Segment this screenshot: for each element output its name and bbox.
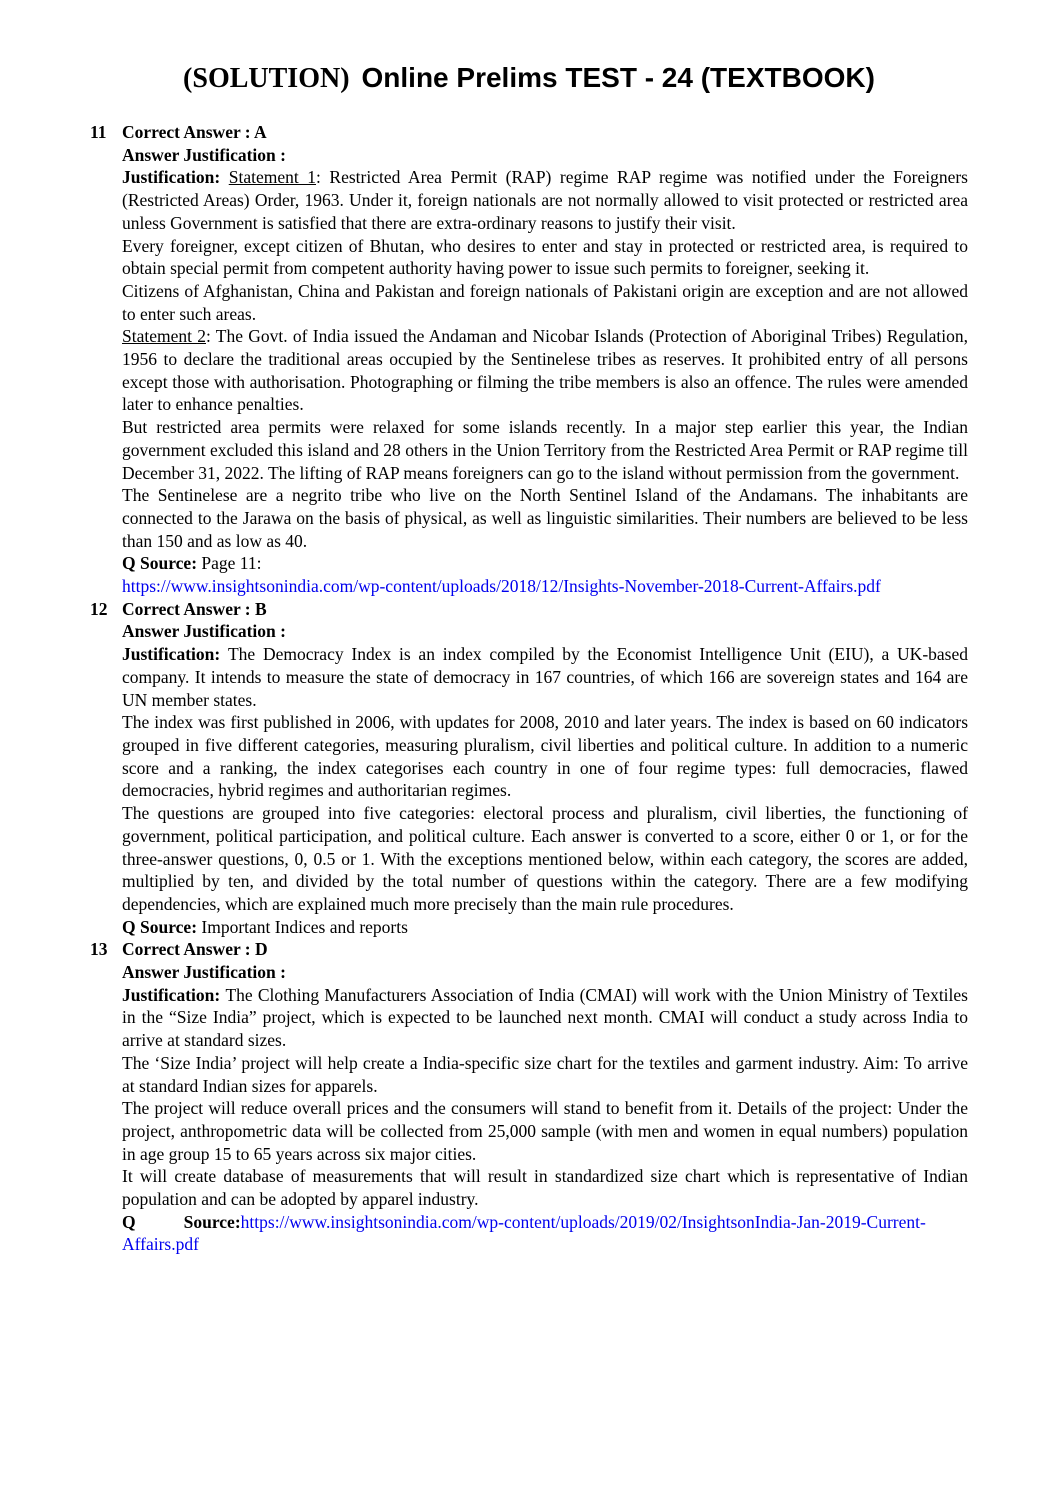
- justification-paragraph: [122, 802, 968, 916]
- text-run: Statement 2: [122, 326, 206, 347]
- justification-paragraph: [122, 711, 968, 802]
- justification-paragraph: [122, 1165, 968, 1210]
- text-run: Justification:: [122, 644, 228, 665]
- question-number: 13: [90, 939, 108, 960]
- text-run: The Sentinelese are a negrito tribe who live on the North Sentinel Island of the Andamans. The inhabitants are connected to the Jarawa on the basis of physical, as well as linguistic similarities. Their numbers are believed to be less than 150 and as low as 40.: [122, 485, 968, 551]
- justification-paragraph: [122, 325, 968, 416]
- justification-paragraph: [122, 416, 968, 484]
- question-solution-item: [90, 598, 968, 939]
- question-solution-item: [90, 121, 968, 598]
- answer-justification-heading: Answer Justification :: [122, 144, 286, 165]
- source-link[interactable]: https://www.insightsonindia.com/wp-content/uploads/2019/02/InsightsonIndia-Jan-2019-Current-Affairs.pdf: [122, 1211, 926, 1255]
- justification-paragraph: [122, 166, 968, 234]
- justification-paragraph: [122, 552, 968, 575]
- text-run: Justification:: [122, 167, 229, 188]
- text-run: The project will reduce overall prices and the consumers will stand to benefit from it. Details of the project: Under the project, anthropometric data will be collected from 25,000 sample (with men and women in equal numbers) population in age group 15 to 65 years across six major cities.: [122, 1098, 968, 1164]
- text-run: The Clothing Manufacturers Association of India (CMAI) will work with the Union Ministry of Textiles in the “Size India” project, which is expected to be launched next month. CMAI will conduct a study across India to arrive at standard sizes.: [122, 984, 968, 1051]
- text-run: Statement 1: [228, 167, 317, 188]
- text-run: Page 11:: [197, 553, 262, 574]
- text-run: Important Indices and reports: [197, 916, 408, 937]
- justification-paragraph: [122, 1052, 968, 1097]
- correct-answer-line: Correct Answer : B: [122, 598, 267, 619]
- title-solution-label: (SOLUTION): [183, 63, 350, 94]
- text-run: : Restricted Area Permit (RAP) regime RAP regime was notified under the Foreigners (Restricted Areas) Order, 1963. Under it, foreign nationals are not normally allowed to visit protected or restricted area unless Government is satisfied that there are extra-ordinary reasons to justify their visit.: [122, 167, 968, 233]
- text-run: Justification:: [122, 984, 226, 1005]
- justification-paragraph: [122, 984, 968, 1052]
- solutions-list: [0, 121, 1058, 1256]
- justification-paragraph: [122, 280, 968, 325]
- answer-justification-heading: Answer Justification :: [122, 621, 286, 642]
- text-run: The Democracy Index is an index compiled by the Economist Intelligence Unit (EIU), a UK-based company. It intends to measure the state of democracy in 167 countries, of which 166 are sovereign states and 164 are UN member states.: [122, 644, 968, 710]
- text-run: It will create database of measurements that will result in standardized size chart which is representative of Indian population and can be adopted by apparel industry.: [122, 1166, 968, 1210]
- text-run: The index was first published in 2006, with updates for 2008, 2010 and later years. The index is based on 60 indicators grouped in five different categories, measuring pluralism, civil liberties and political culture. In addition to a numeric score and a ranking, the index categorises each country in one of four regime types: full democracies, flawed democracies, hybrid regimes and authoritarian regimes.: [122, 712, 968, 801]
- justification-paragraph: [122, 575, 968, 598]
- text-run: Q Source:: [122, 553, 198, 574]
- answer-justification-heading: Answer Justification :: [122, 962, 286, 983]
- text-run: Q: [122, 1211, 136, 1232]
- source-link[interactable]: https://www.insightsonindia.com/wp-content/uploads/2018/12/Insights-November-2018-Current-Affairs.pdf: [122, 576, 881, 597]
- text-run: But restricted area permits were relaxed for some islands recently. In a major step earlier this year, the Indian government excluded this island and 28 others in the Union Territory from the Restricted Area Permit or RAP regime till December 31, 2022. The lifting of RAP means foreigners can go to the island without permission from the government.: [122, 417, 968, 483]
- text-run: The questions are grouped into five categories: electoral process and pluralism, civil liberties, the functioning of government, political participation, and political culture. Each answer is converted to a score, either 0 or 1, or for the three-answer questions, 0, 0.5 or 1. With the exceptions mentioned below, within each category, the scores are added, multiplied by ten, and divided by the total number of questions within the category. There are a few modifying dependencies, which are explained much more precisely than the main rule procedures.: [122, 803, 968, 914]
- correct-answer-line: Correct Answer : A: [122, 122, 267, 142]
- text-run: Q Source:: [122, 916, 198, 937]
- question-content: [122, 121, 968, 598]
- question-solution-item: [90, 938, 968, 1256]
- text-run: Source:: [183, 1211, 241, 1232]
- justification-paragraph: [122, 916, 968, 939]
- text-run: : The Govt. of India issued the Andaman and Nicobar Islands (Protection of Aboriginal Tribes) Regulation, 1956 to declare the traditional areas occupied by the Sentinelese tribes as reserves. It prohibited entry of all persons except those with authorisation. Photographing or filming the tribe members is also an offence. The rules were amended later to enhance penalties.: [122, 326, 968, 415]
- question-content: [122, 938, 968, 1256]
- justification-paragraph: [122, 235, 968, 280]
- text-run: Citizens of Afghanistan, China and Pakistan and foreign nationals of Pakistani origin are exception and are not allowed to enter such areas.: [122, 280, 968, 324]
- question-content: [122, 598, 968, 939]
- question-number: 11: [90, 122, 107, 142]
- text-run: Every foreigner, except citizen of Bhutan, who desires to enter and stay in protected or restricted area, is required to obtain special permit from competent authority having power to issue such permits to foreigner, seeking it.: [122, 235, 968, 279]
- justification-paragraph: [122, 1211, 968, 1256]
- justification-paragraph: [122, 484, 968, 552]
- question-number: 12: [90, 598, 108, 619]
- title-main-label: Online Prelims TEST - 24 (TEXTBOOK): [361, 62, 875, 93]
- correct-answer-line: Correct Answer : D: [122, 939, 268, 960]
- justification-paragraph: [122, 643, 968, 711]
- text-run: The ‘Size India’ project will help create a India-specific size chart for the textiles and garment industry. Aim: To arrive at standard Indian sizes for apparels.: [122, 1052, 968, 1096]
- justification-paragraph: [122, 1097, 968, 1165]
- document-title: [0, 0, 1058, 97]
